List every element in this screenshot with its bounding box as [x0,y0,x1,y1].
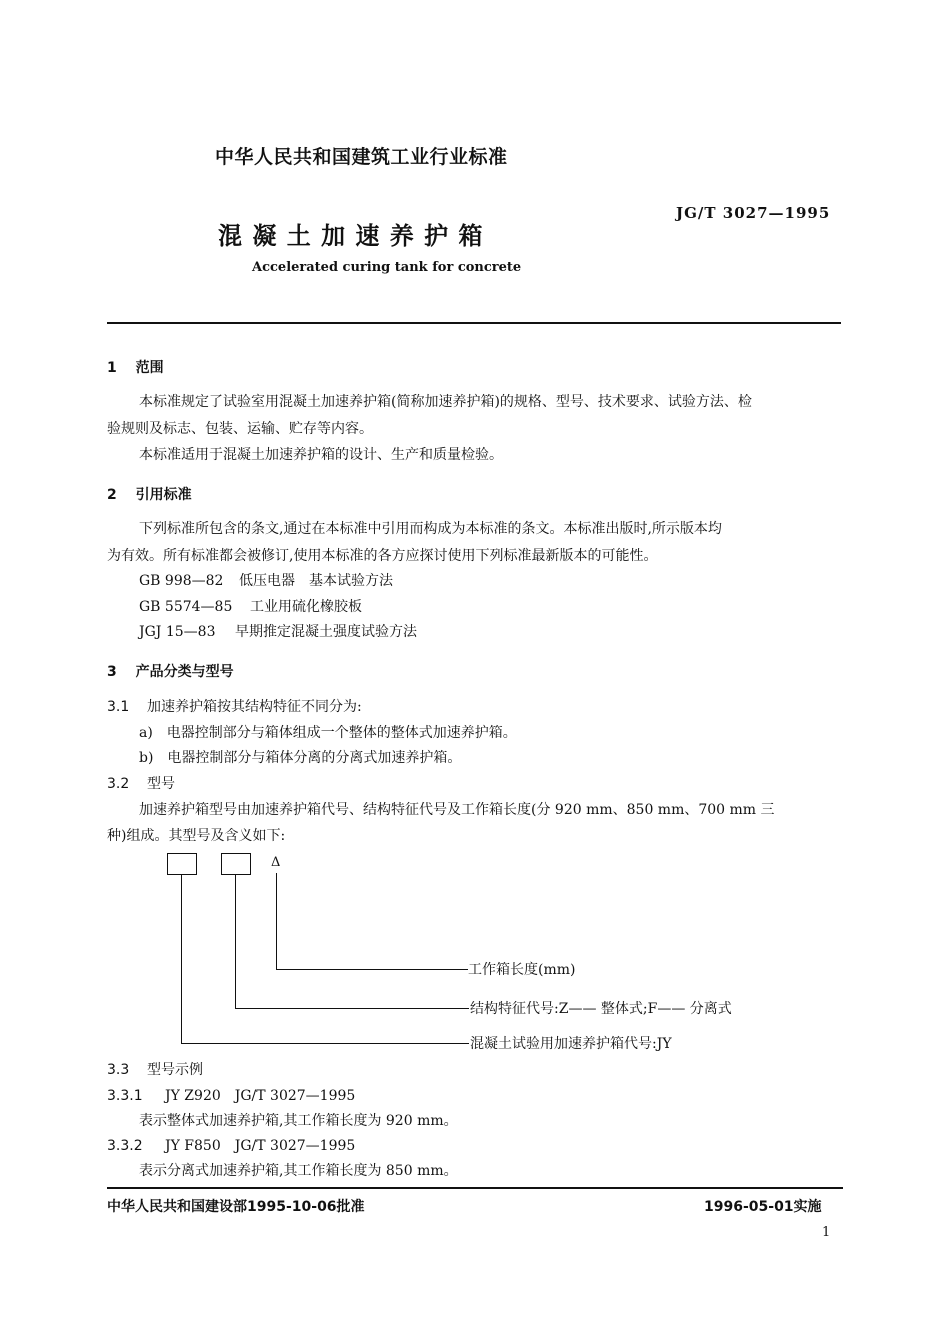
length-placeholder-triangle: Δ [271,855,281,870]
structure-code-box [221,853,251,875]
section-2-heading [107,484,192,504]
clause-3-3 [107,1060,203,1080]
product-code-box [167,853,197,875]
document-title-cn: 混 凝 土 加 速 养 护 箱 [218,222,484,250]
length-leader-horizontal [276,969,468,970]
clause-3-2-paragraph-line-2: 种)组成。其型号及含义如下: [107,828,286,844]
clause-3-3-title: 型号示例 [147,1062,203,1078]
section-1-heading [107,357,164,377]
clause-3-2-number: 3.2 [107,776,130,792]
clause-3-2-paragraph-line-1: 加速养护箱型号由加速养护箱代号、结构特征代号及工作箱长度(分 920 mm、850 mm、700 mm 三 [139,802,775,818]
section-2-paragraph-line-2: 为有效。所有标准都会被修订,使用本标准的各方应探讨使用下列标准最新版本的可能性。 [107,548,658,564]
reference-code: JGJ 15—83 [139,624,216,640]
clause-3-1-number: 3.1 [107,699,130,715]
clause-3-2 [107,774,175,794]
clause-3-1-text: 加速养护箱按其结构特征不同分为: [147,699,362,715]
reference-title: 低压电器 基本试验方法 [239,573,393,589]
product-code-label: 混凝土试验用加速养护箱代号:JY [470,1036,672,1052]
reference-item [139,571,393,591]
clause-3-1-item-a: a) 电器控制部分与箱体组成一个整体的整体式加速养护箱。 [139,725,517,741]
footer-rule [107,1187,843,1189]
clause-3-3-1-description: 表示整体式加速养护箱,其工作箱长度为 920 mm。 [139,1113,458,1129]
length-label: 工作箱长度(mm) [468,962,576,978]
reference-title: 工业用硫化橡胶板 [250,599,362,615]
structure-code-label: 结构特征代号:Z—— 整体式;F—— 分离式 [470,1001,732,1017]
clause-3-1 [107,697,362,717]
section-1-title: 范围 [135,360,164,376]
issuer-title: 中华人民共和国建筑工业行业标准 [215,146,508,168]
section-1-paragraph-1-line-2: 验规则及标志、包装、运输、贮存等内容。 [107,421,373,437]
section-3-heading [107,661,234,681]
standard-code: JG/T 3027—1995 [676,204,831,222]
reference-title: 早期推定混凝土强度试验方法 [235,624,417,640]
page-number: 1 [822,1225,831,1240]
length-leader-vertical [276,873,277,969]
section-1-number: 1 [107,360,117,376]
section-2-number: 2 [107,487,117,503]
clause-3-3-2-description: 表示分离式加速养护箱,其工作箱长度为 850 mm。 [139,1163,458,1179]
document-title-en: Accelerated curing tank for concrete [252,260,522,275]
clause-3-2-title: 型号 [147,776,175,792]
section-1-paragraph-1-line-1: 本标准规定了试验室用混凝土加速养护箱(简称加速养护箱)的规格、型号、技术要求、试验方法、检 [139,394,752,410]
implementation-date: 1996-05-01实施 [704,1199,822,1215]
clause-3-3-1-model: JY Z920 JG/T 3027—1995 [165,1088,356,1104]
header-rule [107,322,841,324]
section-2-title: 引用标准 [135,487,192,503]
section-3-title: 产品分类与型号 [135,664,234,680]
approval-statement: 中华人民共和国建设部1995-10-06批准 [107,1199,365,1215]
clause-3-1-item-b: b) 电器控制部分与箱体分离的分离式加速养护箱。 [139,750,462,766]
reference-item [139,622,417,642]
section-2-paragraph-line-1: 下列标准所包含的条文,通过在本标准中引用而构成为本标准的条文。本标准出版时,所示版本均 [139,521,722,537]
clause-3-3-2-number: 3.3.2 [107,1138,143,1154]
reference-code: GB 998—82 [139,573,224,589]
clause-3-3-1-number: 3.3.1 [107,1088,143,1104]
reference-code: GB 5574—85 [139,599,233,615]
structure-leader-vertical [235,875,236,1008]
section-1-paragraph-2: 本标准适用于混凝土加速养护箱的设计、生产和质量检验。 [139,447,503,463]
section-3-number: 3 [107,664,117,680]
clause-3-3-2 [107,1136,355,1156]
clause-3-3-2-model: JY F850 JG/T 3027—1995 [165,1138,356,1154]
clause-3-3-1 [107,1086,355,1106]
structure-leader-horizontal [235,1008,469,1009]
reference-item [139,597,362,617]
product-leader-vertical [181,875,182,1043]
product-leader-horizontal [181,1043,469,1044]
clause-3-3-number: 3.3 [107,1062,130,1078]
